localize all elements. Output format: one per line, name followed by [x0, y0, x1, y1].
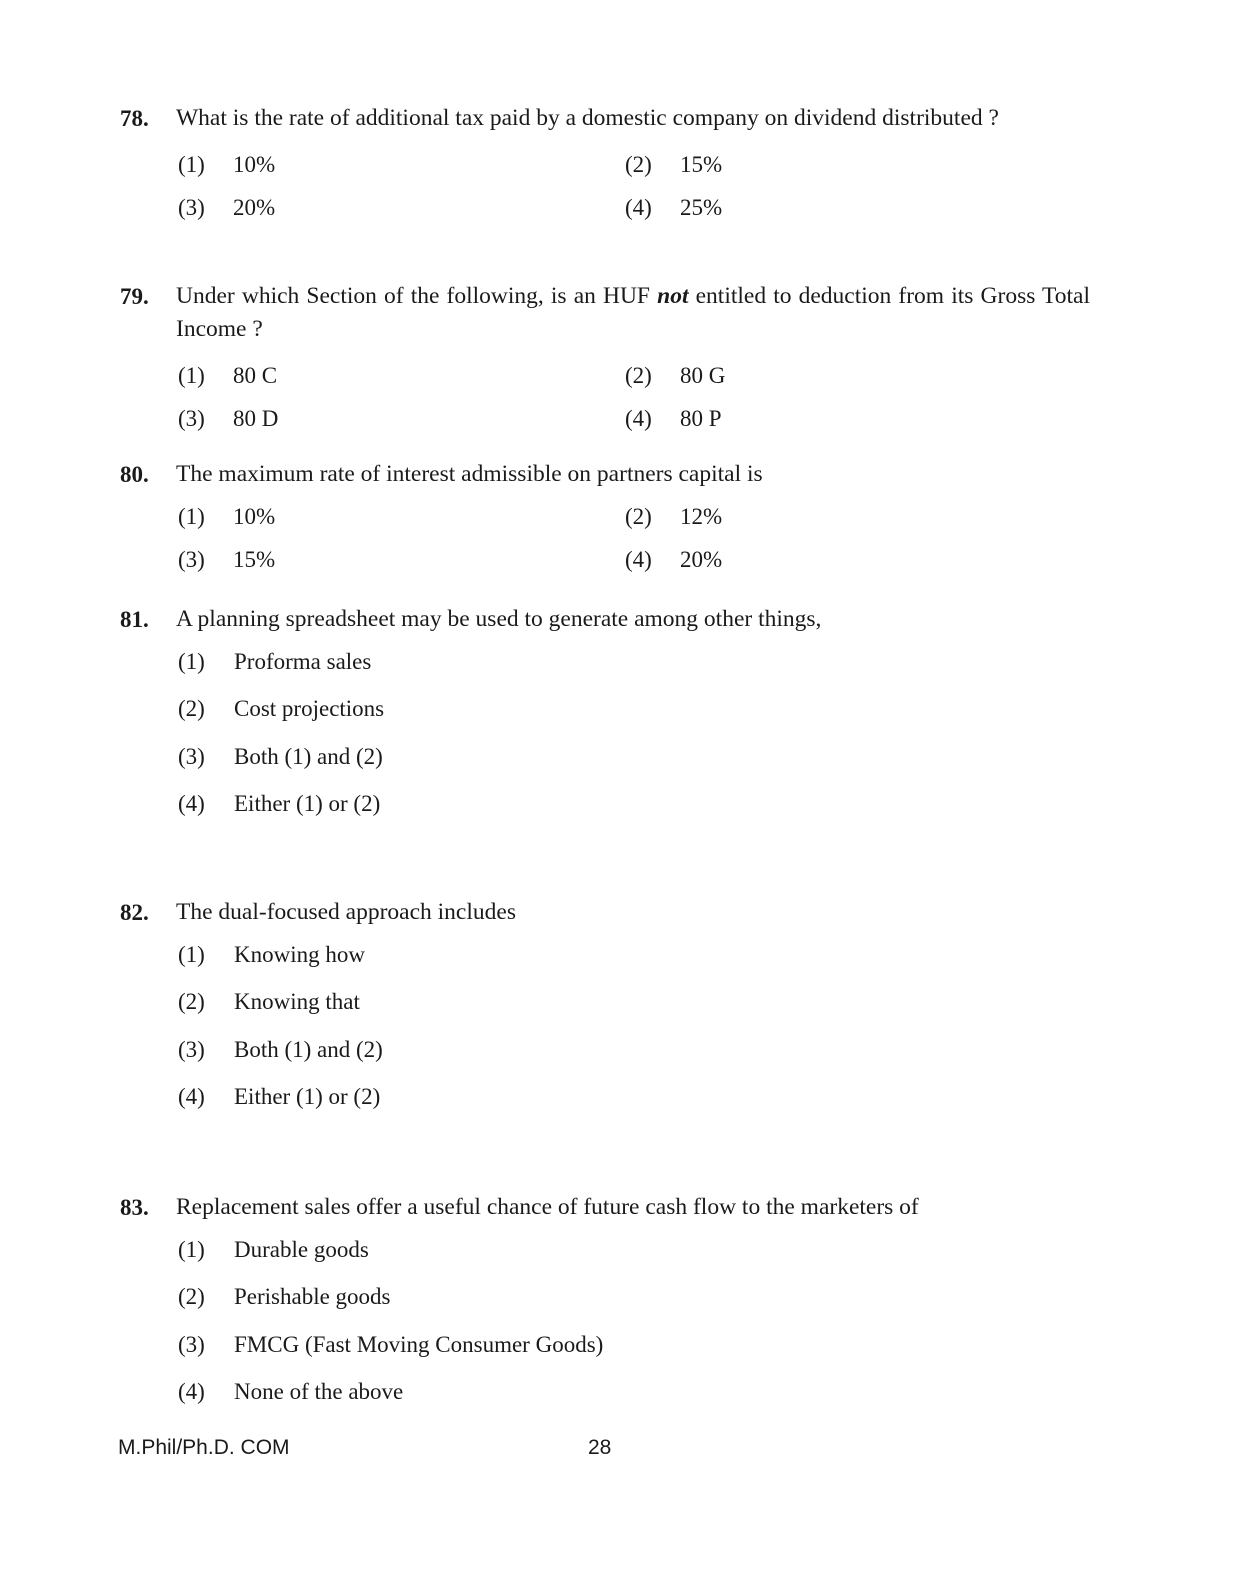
- option: (4) 20%: [625, 546, 723, 572]
- option: (1) 10%: [178, 503, 276, 529]
- option: (1) 10%: [178, 151, 276, 177]
- question-81: [120, 603, 1090, 828]
- question-83: [120, 1191, 1090, 1416]
- question-80: [120, 458, 1090, 581]
- option: (2) Knowing that: [178, 989, 360, 1015]
- emphasis: not: [657, 283, 689, 309]
- option: (1) 80 C: [178, 362, 278, 388]
- option: (4) None of the above: [178, 1379, 404, 1405]
- option: (4) 80 P: [625, 405, 722, 431]
- question-text: Replacement sales offer a useful chance of future cash flow to the marketers of: [176, 1194, 919, 1220]
- question-number: 80.: [120, 462, 149, 487]
- option: (4) Either (1) or (2): [178, 1084, 381, 1110]
- question-text: Under which Section of the following, is an HUF not entitled to deduction from its Gross Total Income ?: [176, 283, 1091, 342]
- option: (1) Proforma sales: [178, 648, 372, 674]
- option: (3) Both (1) and (2): [178, 743, 383, 769]
- question-text: The dual-focused approach includes: [176, 899, 516, 925]
- option: (3) 20%: [178, 194, 276, 220]
- option: (4) 25%: [625, 194, 723, 220]
- option: (3) FMCG (Fast Moving Consumer Goods): [178, 1331, 604, 1357]
- option: (2) 80 G: [625, 362, 726, 388]
- question-82: [120, 896, 1090, 1121]
- option: (3) 80 D: [178, 405, 279, 431]
- option: (1) Durable goods: [178, 1236, 369, 1262]
- option: (2) Cost projections: [178, 696, 385, 722]
- option: (3) Both (1) and (2): [178, 1036, 383, 1062]
- question-text: What is the rate of additional tax paid by a domestic company on dividend distributed ?: [176, 105, 999, 131]
- option: (4) Either (1) or (2): [178, 791, 381, 817]
- question-number: 78.: [120, 106, 149, 131]
- footer-course: M.Phil/Ph.D. COM: [118, 1436, 290, 1459]
- option: (2) 12%: [625, 503, 723, 529]
- question-78: [120, 102, 1090, 229]
- question-number: 82.: [120, 900, 149, 925]
- option: (2) Perishable goods: [178, 1284, 391, 1310]
- question-79: [120, 280, 1090, 440]
- page-number: 28: [588, 1436, 612, 1459]
- option: (1) Knowing how: [178, 941, 365, 967]
- option: (3) 15%: [178, 546, 276, 572]
- question-number: 83.: [120, 1195, 149, 1220]
- question-number: 79.: [120, 284, 149, 309]
- question-text: The maximum rate of interest admissible on partners capital is: [176, 461, 763, 487]
- question-number: 81.: [120, 607, 149, 632]
- question-text: A planning spreadsheet may be used to generate among other things,: [176, 606, 822, 632]
- option: (2) 15%: [625, 151, 723, 177]
